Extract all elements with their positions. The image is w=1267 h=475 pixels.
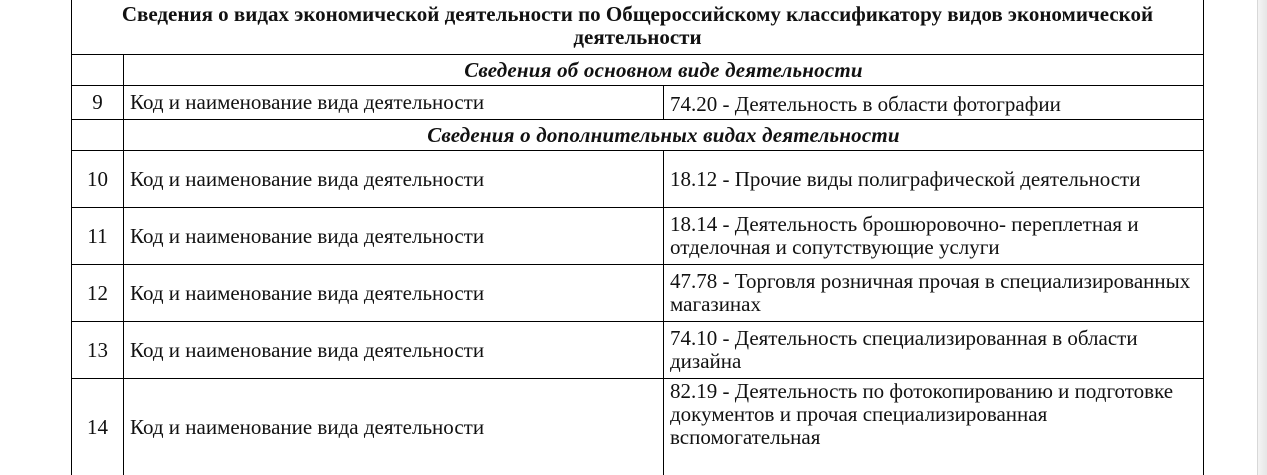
row-label: Код и наименование вида деятельности	[124, 322, 664, 379]
section-title-row	[72, 0, 1204, 55]
empty-num-cell	[72, 120, 124, 151]
table-row	[72, 265, 1204, 322]
main-subsection-row	[72, 55, 1204, 86]
row-number: 11	[72, 208, 124, 265]
row-label: Код и наименование вида деятельности	[124, 151, 664, 208]
row-number: 10	[72, 151, 124, 208]
row-number: 12	[72, 265, 124, 322]
empty-num-cell	[72, 55, 124, 86]
table-row	[72, 86, 1204, 120]
row-value: 18.12 - Прочие виды полиграфической деятельности	[664, 151, 1204, 208]
row-number: 9	[72, 86, 124, 120]
table-row	[72, 208, 1204, 265]
table-row	[72, 379, 1204, 475]
section-title: Сведения о видах экономической деятельности по Общероссийскому классификатору видов экономической деятельности	[72, 0, 1204, 55]
row-label: Код и наименование вида деятельности	[124, 86, 664, 120]
additional-activities-heading: Сведения о дополнительных видах деятельности	[124, 120, 1204, 151]
additional-subsection-row	[72, 120, 1204, 151]
row-number: 14	[72, 379, 124, 475]
row-number: 13	[72, 322, 124, 379]
row-value: 82.19 - Деятельность по фотокопированию и подготовке документов и прочая специализированная вспомогательная	[664, 379, 1204, 475]
row-value: 47.78 - Торговля розничная прочая в специализированных магазинах	[664, 265, 1204, 322]
row-label: Код и наименование вида деятельности	[124, 379, 664, 475]
row-label: Код и наименование вида деятельности	[124, 265, 664, 322]
row-value: 18.14 - Деятельность брошюровочно- переплетная и отделочная и сопутствующие услуги	[664, 208, 1204, 265]
main-activity-heading: Сведения об основном виде деятельности	[124, 55, 1204, 86]
row-label: Код и наименование вида деятельности	[124, 208, 664, 265]
page-edge	[1257, 0, 1267, 475]
table-row	[72, 322, 1204, 379]
row-value: 74.20 - Деятельность в области фотографии	[664, 86, 1204, 120]
row-value: 74.10 - Деятельность специализированная в области дизайна	[664, 322, 1204, 379]
okved-table	[71, 0, 1204, 475]
table-row	[72, 151, 1204, 208]
